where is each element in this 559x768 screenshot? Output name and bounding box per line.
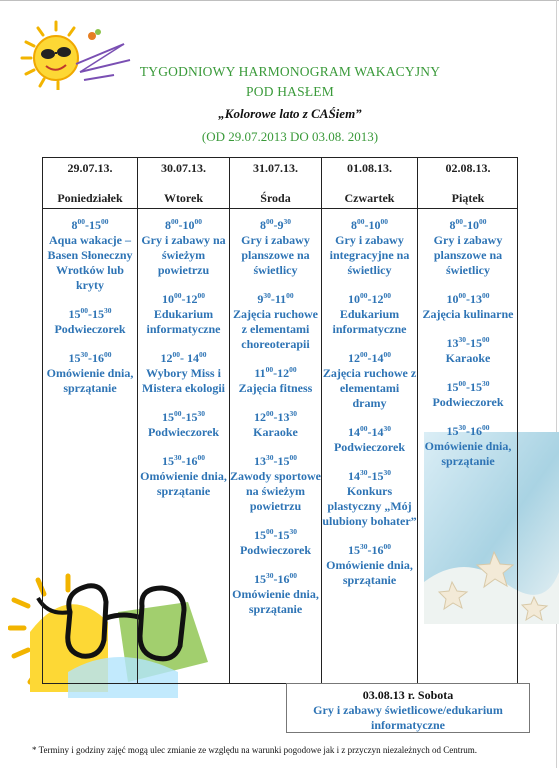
schedule-entry — [418, 380, 518, 410]
day-entries — [418, 218, 518, 483]
time-start-hour: 10 — [348, 292, 360, 306]
day-name: Piątek — [451, 191, 485, 205]
saturday-title: 03.08.13 r. Sobota — [362, 688, 454, 702]
time-end-hour: 15 — [277, 454, 290, 468]
time-end-hour: 16 — [371, 543, 384, 557]
time-start-hour: 8 — [71, 218, 78, 232]
day-column-monday — [43, 158, 137, 395]
time-end-hour: 16 — [185, 454, 198, 468]
day-column-tuesday — [138, 158, 229, 498]
day-date: 30.07.13. — [161, 161, 206, 175]
time-end-minutes: 00 — [199, 350, 207, 359]
time-start-hour: 15 — [446, 424, 459, 438]
schedule-entry — [230, 366, 321, 396]
time-end-minutes: 00 — [479, 217, 487, 226]
day-name: Środa — [260, 191, 291, 205]
time-range: $10^{00}-12^{00}$ — [348, 291, 391, 306]
time-end-minutes: 00 — [383, 291, 391, 300]
time-start-hour: 15 — [68, 351, 81, 365]
schedule-entry — [43, 218, 137, 293]
day-name: Wtorek — [163, 191, 204, 205]
schedule-entry — [230, 454, 321, 514]
date-range: (OD 29.07.2013 DO 03.08. 2013) — [201, 129, 379, 144]
time-start-minutes: 00 — [458, 291, 466, 300]
time-end-minutes: 30 — [104, 306, 112, 315]
time-range: $15^{30}-16^{00}$ — [162, 453, 205, 468]
time-range: $12^{00}-$ $14^{00}$ — [160, 350, 207, 365]
activity-text: Podwieczorek — [432, 395, 504, 409]
time-end-hour: 14 — [184, 351, 199, 365]
day-header — [418, 161, 518, 206]
time-start-minutes: 30 — [80, 350, 88, 359]
day-date: 31.07.13. — [253, 161, 298, 175]
time-range: $15^{00}-15^{30}$ — [446, 379, 490, 394]
time-end-minutes: 30 — [383, 424, 391, 433]
day-column-thursday — [322, 158, 417, 587]
time-range: $8^{00}-9^{30}$ — [260, 217, 291, 232]
activity-text: Omówienie dnia, sprzątanie — [46, 366, 134, 395]
time-start-minutes: 30 — [458, 335, 466, 344]
time-range: $8^{00}-10^{00}$ — [351, 217, 388, 232]
time-end-minutes: 00 — [482, 423, 490, 432]
time-end-hour: 15 — [92, 307, 104, 321]
time-range: $15^{00}-15^{30}$ — [162, 409, 205, 424]
schedule-entry — [418, 336, 518, 366]
time-range: $10^{00}-12^{00}$ — [162, 291, 205, 306]
schedule-entry — [230, 410, 321, 440]
time-range: $10^{00}-13^{00}$ — [446, 291, 490, 306]
day-date: 01.08.13. — [347, 161, 392, 175]
activity-text: Omówienie dnia, sprzątanie — [140, 469, 227, 498]
time-start-hour: 12 — [348, 351, 360, 365]
time-end-minutes: 00 — [101, 217, 109, 226]
day-header — [43, 161, 137, 206]
time-end-hour: 15 — [470, 336, 482, 350]
schedule-entry — [230, 218, 321, 278]
time-start-minutes: 00 — [80, 306, 88, 315]
time-start-minutes: 00 — [360, 350, 368, 359]
time-end-hour: 14 — [371, 425, 384, 439]
time-start-minutes: 00 — [266, 409, 274, 418]
activity-text: Aqua wakacje – Basen Słoneczny Wrotków lub kryty — [47, 233, 133, 292]
activity-text: Gry i zabawy planszowe na świetlicy — [433, 233, 503, 277]
time-start-hour: 8 — [260, 218, 266, 232]
time-end-hour: 10 — [368, 218, 381, 232]
activity-text: Gry i zabawy na świeżym powietrzu — [141, 233, 226, 277]
time-start-hour: 12 — [160, 351, 173, 365]
time-start-hour: 13 — [446, 336, 459, 350]
time-start-minutes: 00 — [265, 365, 274, 374]
time-range: $15^{30}-16^{00}$ — [68, 350, 112, 365]
activity-text: Zawody sportowe na świeżym powietrzu — [230, 469, 322, 513]
time-start-hour: 15 — [446, 380, 459, 394]
time-start-hour: 15 — [254, 572, 266, 586]
time-end-minutes: 00 — [289, 571, 297, 580]
top-rule — [0, 0, 559, 1]
time-range: $11^{00}-12^{00}$ — [254, 365, 297, 380]
activity-text: Wybory Miss i Mistera ekologii — [142, 366, 225, 395]
time-end-hour: 14 — [371, 351, 384, 365]
day-name: Poniedziałek — [57, 191, 123, 205]
time-start-minutes: 00 — [357, 217, 365, 226]
right-rule — [556, 0, 557, 768]
schedule-entry — [322, 292, 417, 337]
time-start-minutes: 00 — [360, 424, 368, 433]
time-range: $14^{00}-14^{30}$ — [348, 424, 391, 439]
time-range: $13^{30}-15^{00}$ — [446, 335, 490, 350]
time-start-hour: 15 — [348, 543, 360, 557]
time-end-hour: 16 — [470, 424, 482, 438]
schedule-entry — [230, 572, 321, 617]
time-start-minutes: 30 — [360, 542, 368, 551]
day-entries — [43, 218, 137, 410]
day-column-wednesday — [230, 158, 322, 616]
activity-text: Zajęcia ruchowe z elementami choreoterapii — [233, 307, 318, 351]
activity-text: Gry i zabawy integracyjne na świetlicy — [329, 233, 410, 277]
time-end-hour: 16 — [92, 351, 104, 365]
time-end-minutes: 00 — [482, 291, 490, 300]
time-start-hour: 8 — [351, 218, 357, 232]
day-date: 02.08.13. — [445, 161, 491, 175]
time-start-hour: 10 — [162, 292, 174, 306]
time-start-minutes: 30 — [266, 571, 274, 580]
time-range: $8^{00}-10^{00}$ — [449, 217, 487, 232]
time-range: $15^{00}-15^{30}$ — [68, 306, 112, 321]
activity-text: Edukarium informatyczne — [146, 307, 221, 336]
schedule-entry — [418, 424, 518, 469]
title-line-2: POD HASŁEM — [246, 84, 334, 99]
activity-text: Zajęcia fitness — [238, 381, 313, 395]
activity-text: Zajęcia kulinarne — [422, 307, 514, 321]
time-end-minutes: 00 — [289, 365, 297, 374]
time-end-hour: 15 — [185, 410, 198, 424]
day-header — [322, 161, 417, 206]
time-end-minutes: 30 — [197, 409, 205, 418]
activity-text: Podwieczorek — [239, 543, 312, 557]
activity-text: Omówienie dnia, sprzątanie — [326, 558, 413, 587]
day-date: 29.07.13. — [67, 161, 113, 175]
time-range: $15^{30}-16^{00}$ — [254, 571, 297, 586]
time-start-minutes: 00 — [458, 379, 466, 388]
time-end-hour: 13 — [470, 292, 482, 306]
schedule-entry — [138, 454, 229, 499]
schedule-entry — [43, 351, 137, 396]
time-start-hour: 8 — [449, 218, 456, 232]
time-end-hour: 9 — [277, 218, 284, 232]
time-start-hour: 15 — [162, 454, 174, 468]
time-end-hour: 15 — [470, 380, 482, 394]
time-start-hour: 11 — [254, 366, 266, 380]
day-name: Czwartek — [344, 191, 395, 205]
saturday-box — [286, 683, 530, 733]
time-start-minutes: 00 — [77, 217, 85, 226]
saturday-text: Gry i zabawy świetlicowe/edukarium informatyczne — [313, 703, 503, 732]
schedule-entry — [230, 528, 321, 558]
time-end-hour: 12 — [371, 292, 384, 306]
header-divider — [43, 208, 517, 209]
time-range: $12^{00}-13^{30}$ — [254, 409, 297, 424]
time-end-minutes: 00 — [104, 350, 112, 359]
activity-text: Edukarium informatyczne — [332, 307, 407, 336]
schedule-entry — [138, 218, 229, 278]
schedule-entry — [230, 292, 321, 352]
time-end-hour: 15 — [371, 469, 384, 483]
time-start-hour: 12 — [254, 410, 266, 424]
time-range: $15^{30}-16^{00}$ — [446, 423, 490, 438]
time-range: $8^{00}-10^{00}$ — [165, 217, 202, 232]
activity-text: Gry i zabawy planszowe na świetlicy — [241, 233, 310, 277]
schedule-entry — [138, 292, 229, 337]
activity-text: Omówienie dnia, sprzątanie — [424, 439, 512, 468]
time-start-minutes: 00 — [266, 217, 274, 226]
time-end-minutes: 00 — [197, 453, 205, 462]
time-start-minutes: 30 — [360, 468, 368, 477]
day-entries — [322, 218, 417, 602]
time-end-hour: 12 — [277, 366, 290, 380]
activity-text: Podwieczorek — [54, 322, 126, 336]
time-end-minutes: 30 — [383, 468, 391, 477]
time-end-minutes: 00 — [482, 335, 490, 344]
time-end-hour: 10 — [182, 218, 195, 232]
time-start-hour: 9 — [257, 292, 264, 306]
time-start-minutes: 00 — [360, 291, 368, 300]
schedule-entry — [322, 543, 417, 588]
time-start-minutes: 30 — [266, 453, 274, 462]
time-range: $13^{30}-15^{00}$ — [254, 453, 297, 468]
schedule-entry — [138, 351, 229, 396]
activity-text: Karaoke — [253, 425, 298, 439]
schedule-entry — [322, 218, 417, 278]
time-start-hour: 8 — [165, 218, 171, 232]
motto: „Kolorowe lato z CAŚiem” — [218, 106, 362, 121]
schedule-entry — [418, 218, 518, 278]
schedule-entry — [138, 410, 229, 440]
time-start-hour: 15 — [68, 307, 81, 321]
schedule-entry — [43, 307, 137, 337]
time-range: $15^{00}-15^{30}$ — [254, 527, 297, 542]
time-start-minutes: 00 — [174, 409, 182, 418]
time-end-minutes: 30 — [283, 217, 291, 226]
day-entries — [230, 218, 321, 631]
time-start-minutes: 00 — [455, 217, 463, 226]
time-start-minutes: 00 — [172, 350, 180, 359]
time-start-hour: 14 — [348, 469, 360, 483]
time-start-minutes: 30 — [458, 423, 466, 432]
time-range: $9^{30}-11^{00}$ — [257, 291, 294, 306]
time-end-minutes: 30 — [482, 379, 490, 388]
schedule-entry — [418, 292, 518, 322]
time-start-hour: 15 — [162, 410, 174, 424]
schedule-table — [42, 157, 518, 684]
activity-text: Omówienie dnia, sprzątanie — [232, 587, 319, 616]
activity-text: Podwieczorek — [147, 425, 220, 439]
time-end-hour: 10 — [467, 218, 479, 232]
activity-text: Karaoke — [445, 351, 491, 365]
footnote: * Terminy i godziny zajęć mogą ulec zmianie ze względu na warunki pogodowe jak i z przyczyn niezależnych od Centrum. — [32, 745, 478, 755]
time-start-minutes: 30 — [174, 453, 182, 462]
time-start-minutes: 00 — [171, 217, 179, 226]
activity-text: Konkurs plastyczny „Mój ulubiony bohater” — [322, 484, 417, 528]
time-range: $14^{30}-15^{30}$ — [348, 468, 391, 483]
time-start-hour: 14 — [348, 425, 360, 439]
activity-text: Zajęcia ruchowe z elementami dramy — [322, 366, 417, 410]
time-end-minutes: 30 — [289, 409, 297, 418]
time-range: $15^{30}-16^{00}$ — [348, 542, 391, 557]
time-start-hour: 10 — [446, 292, 459, 306]
day-entries — [138, 218, 229, 513]
schedule-entry — [322, 425, 417, 455]
time-end-hour: 12 — [185, 292, 198, 306]
time-end-minutes: 00 — [194, 217, 202, 226]
time-end-minutes: 00 — [289, 453, 297, 462]
time-end-hour: 11 — [274, 292, 287, 306]
time-end-hour: 15 — [277, 528, 290, 542]
day-header — [138, 161, 229, 206]
day-column-friday — [418, 158, 518, 468]
time-start-hour: 13 — [254, 454, 266, 468]
time-end-minutes: 00 — [197, 291, 205, 300]
time-end-hour: 15 — [89, 218, 101, 232]
time-start-minutes: 00 — [174, 291, 182, 300]
time-end-minutes: 00 — [286, 291, 294, 300]
activity-text: Podwieczorek — [333, 440, 406, 454]
title-line-1: TYGODNIOWY HARMONOGRAM WAKACYJNY — [139, 64, 441, 79]
day-header — [230, 161, 321, 206]
time-end-minutes: 00 — [383, 350, 391, 359]
time-start-minutes: 30 — [263, 291, 271, 300]
time-end-minutes: 30 — [289, 527, 297, 536]
schedule-entry — [322, 469, 417, 529]
time-end-hour: 13 — [277, 410, 290, 424]
schedule-entry — [322, 351, 417, 411]
time-end-hour: 16 — [277, 572, 290, 586]
time-start-hour: 15 — [254, 528, 266, 542]
time-range: $12^{00}-14^{00}$ — [348, 350, 391, 365]
time-range: $8^{00}-15^{00}$ — [71, 217, 109, 232]
time-end-minutes: 00 — [380, 217, 388, 226]
time-start-minutes: 00 — [266, 527, 274, 536]
time-end-minutes: 00 — [383, 542, 391, 551]
